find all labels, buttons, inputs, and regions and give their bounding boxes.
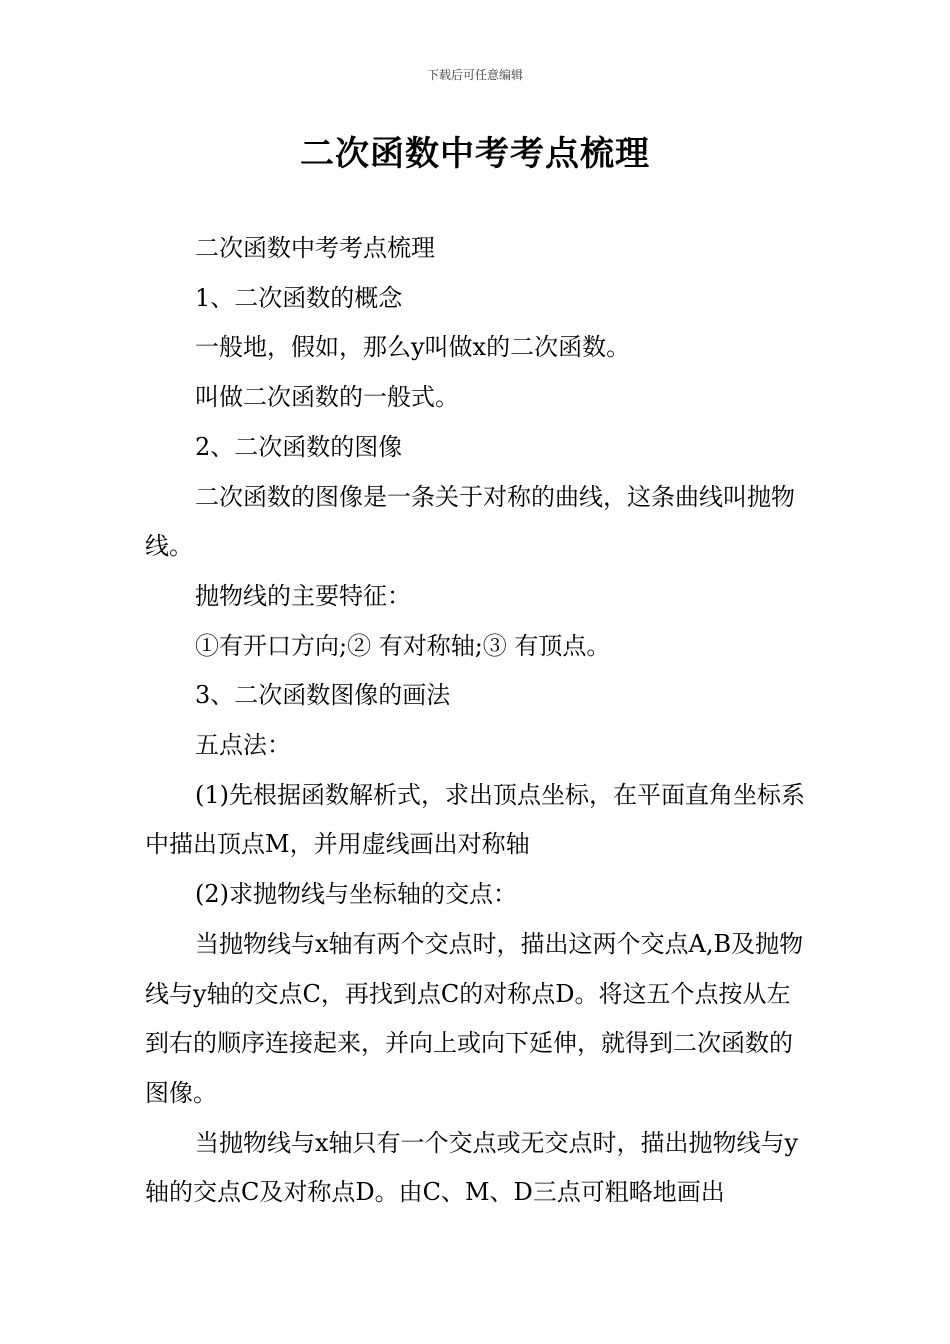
paragraph-graph-description: 二次函数的图像是一条关于对称的曲线，这条曲线叫抛物线。 [145, 482, 795, 561]
paragraph-parabola-features: ①有开口方向;② 有对称轴;③ 有顶点。 [195, 631, 611, 660]
document-title: 二次函数中考考点梳理 [300, 134, 650, 174]
section-heading-1: 1、二次函数的概念 [195, 283, 403, 312]
paragraph-step-2: (2)求抛物线与坐标轴的交点： [195, 880, 517, 909]
paragraph-one-or-no-intersection: 当抛物线与x轴只有一个交点或无交点时，描出抛物线与y轴的交点C及对称点D。由C、M、D三点可粗略地画出 [145, 1128, 799, 1207]
paragraph-general-form: 叫做二次函数的一般式。 [195, 383, 459, 412]
header-note: 下载后可任意编辑 [426, 68, 523, 82]
section-heading-2: 2、二次函数的图像 [195, 432, 403, 461]
paragraph-parabola-features-heading: 抛物线的主要特征： [195, 581, 411, 610]
paragraph-step-1: (1)先根据函数解析式，求出顶点坐标，在平面直角坐标系中描出顶点M，并用虚线画出对称轴 [145, 780, 805, 859]
paragraph-five-point-method: 五点法： [195, 731, 291, 760]
document-body [145, 224, 807, 1218]
section-heading-3: 3、二次函数图像的画法 [195, 681, 451, 710]
paragraph-two-intersections: 当抛物线与x轴有两个交点时，描出这两个交点A,B及抛物线与y轴的交点C，再找到点C的对称点D。将这五个点按从左到右的顺序连接起来，并向上或向下延伸，就得到二次函数的图像。 [145, 929, 804, 1107]
paragraph-subtitle: 二次函数中考考点梳理 [195, 234, 435, 262]
paragraph-definition: 一般地，假如，那么y叫做x的二次函数。 [195, 333, 631, 362]
